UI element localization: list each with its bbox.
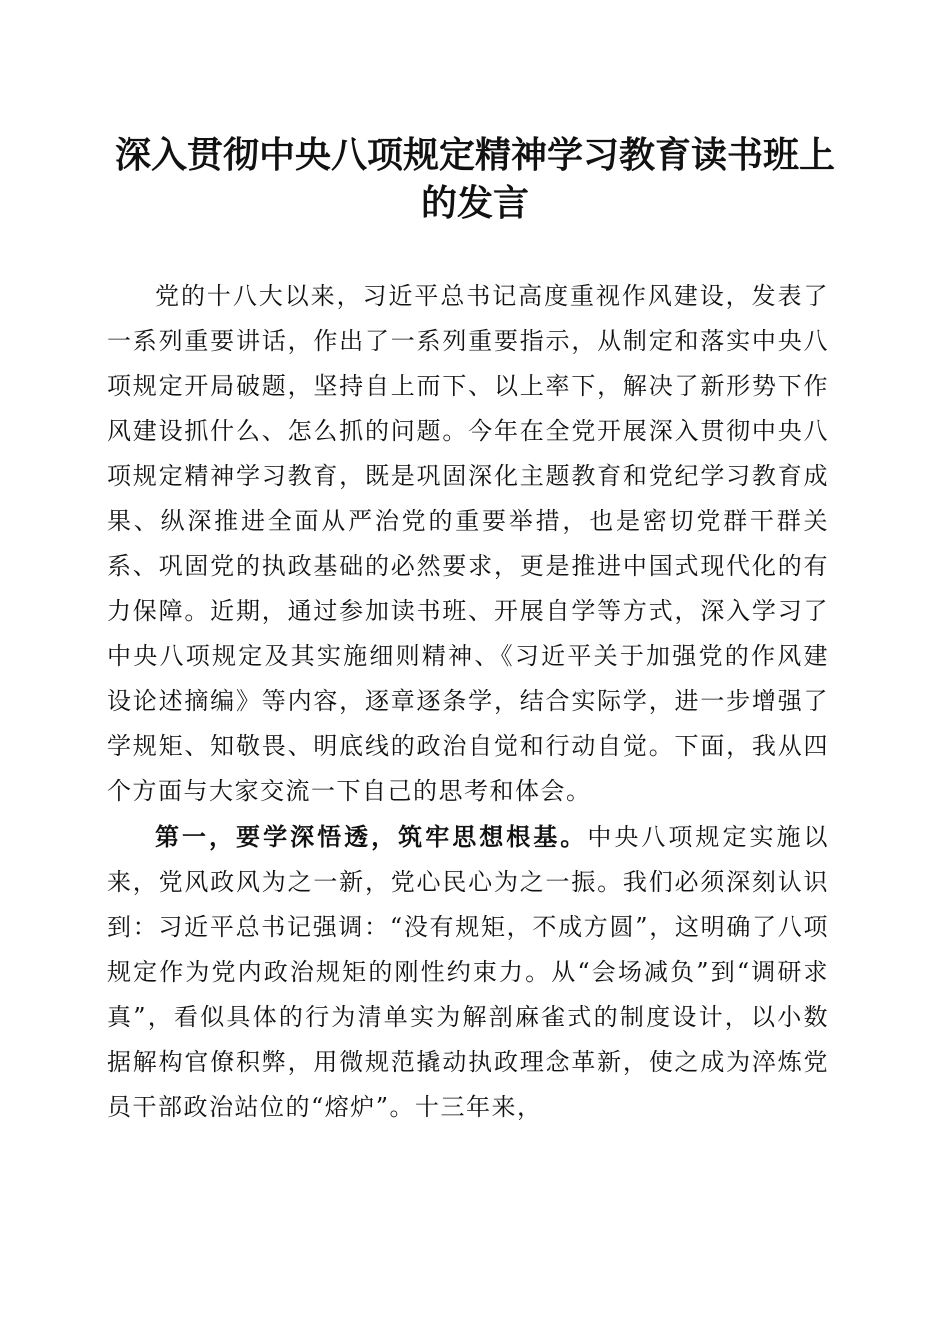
- document-title: 深入贯彻中央八项规定精神学习教育读书班上的发言: [114, 134, 835, 224]
- document-body: [107, 274, 829, 1130]
- paragraph-point-one-text: 中央八项规定实施以来，党风政风为之一新，党心民心为之一振。我们必须深刻认识到：习近平总书记强调：“没有规矩，不成方圆”，这明确了八项规定作为党内政治规矩的刚性约束力。从“会场减负”到“调研求真”，看似具体的行为清单实为解剖麻雀式的制度设计，以小数据解构官僚积弊，用微规范撬动执政理念革新，使之成为淬炼党员干部政治站位的“熔炉”。十三年来，: [107, 823, 830, 1121]
- paragraph-point-one-heading: 第一，要学深悟透，筑牢思想根基。: [155, 822, 588, 851]
- paragraph-point-one: [107, 814, 829, 1130]
- paragraph-intro: [107, 274, 829, 814]
- paragraph-intro-text: 党的十八大以来，习近平总书记高度重视作风建设，发表了一系列重要讲话，作出了一系列重要指示，从制定和落实中央八项规定开局破题，坚持自上而下、以上率下，解决了新形势下作风建设抓什么、怎么抓的问题。今年在全党开展深入贯彻中央八项规定精神学习教育，既是巩固深化主题教育和党纪学习教育成果、纵深推进全面从严治党的重要举措，也是密切党群干群关系、巩固党的执政基础的必然要求，更是推进中国式现代化的有力保障。近期，通过参加读书班、开展自学等方式，深入学习了中央八项规定及其实施细则精神、《习近平关于加强党的作风建设论述摘编》等内容，逐章逐条学，结合实际学，进一步增强了学规矩、知敬畏、明底线的政治自觉和行动自觉。下面，我从四个方面与大家交流一下自己的思考和体会。: [107, 282, 829, 805]
